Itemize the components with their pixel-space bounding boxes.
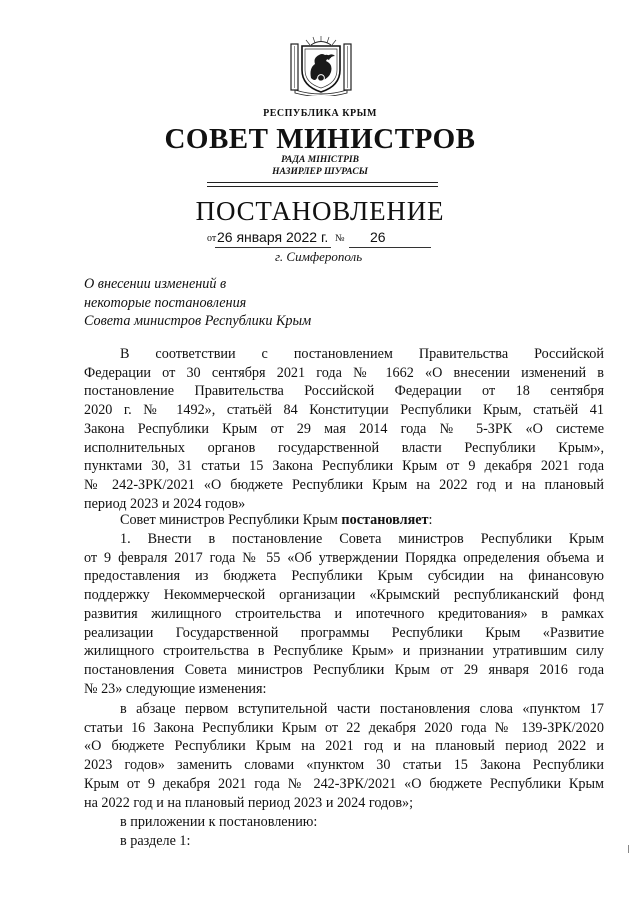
text-line: период 2023 и 2024 годов» [84,495,246,512]
subject-line: некоторые постановления [84,294,247,311]
number-underline [349,247,431,248]
text-line: пунктами 30, 31 статьи 15 Закона Республики Крым от 9 декабря 2021 года [84,458,604,475]
document-subject [84,275,311,331]
date-number-line [207,229,447,249]
text-line: 2023 годов» заменить словами «пунктом 30 статьи 15 Закона Республики [84,757,604,774]
text-line: на 2022 год и на плановый период 2023 и 2024 годов»; [84,794,414,811]
text-line: реализации Государственной программы Республики Крым «Развитие [84,624,604,641]
text-line: развития жилищного строительства и ипотечного кредитования» в рамках [84,605,604,622]
resolution-paragraph [84,511,604,530]
coat-of-arms-icon [289,34,353,96]
amendment-paragraph [84,700,604,812]
subject-line: О внесении изменений в [84,276,227,292]
council-title: СОВЕТ МИНИСТРОВ [164,123,476,155]
text-line: Крым от 9 декабря 2021 года № 242-ЗРК/2021 «О бюджете Республики Крым [84,775,604,792]
text-line: предоставления из бюджета Республики Крым субсидии на финансовую [84,568,604,585]
text-line: статьи 16 Закона Республики Крым от 22 декабря 2020 года № 139-ЗРК/2020 [84,719,604,736]
text-line: «О бюджете Республики Крым на 2021 год и на плановый период 2022 и [84,738,604,755]
text-line: 1. Внести в постановление Совета министров Республики Крым [120,531,604,547]
header-divider [207,182,438,183]
text-line: № 23» следующие изменения: [84,680,267,697]
resolution-keyword: постановляет [341,512,429,528]
text-line: поддержку Некоммерческой организации «Крымский республиканский фонд [84,587,604,604]
margin-mark [628,845,632,853]
text-line: постановление Правительства Российской Федерации от 18 сентября [84,383,604,400]
text-line: исполнительных органов государственной власти Республики Крым», [84,439,604,456]
number-prefix: № [335,233,345,244]
text-line: от 9 февраля 2017 года № 55 «Об утверждении Порядка определения объема и [84,549,604,566]
text-line: в разделе 1: [120,832,191,849]
republic-name: РЕСПУБЛИКА КРЫМ [263,108,377,119]
document-date: 26 января 2022 г. [217,229,329,245]
header-divider-thin [207,186,438,187]
text-line: Федерации от 30 сентября 2021 года № 1662 «О внесении изменений в [84,364,604,381]
text-line: в приложении к постановлению: [120,814,318,830]
city: г. Симферополь [275,249,363,264]
council-title-ukrainian: РАДА МІНІСТРІВ [281,155,359,165]
document-type: ПОСТАНОВЛЕНИЕ [195,196,445,226]
document-number: 26 [370,229,386,245]
resolution-text: Совет министров Республики Крым [120,512,342,528]
resolution-colon: : [428,512,433,528]
date-underline [215,247,331,248]
text-line: № 242-ЗРК/2021 «О бюджете Республики Крым на 2022 год и на плановый [84,476,604,493]
text-line: Закона Республики Крым от 29 мая 2014 года № 5-ЗРК «О системе [84,420,604,437]
item-1-paragraph [84,530,604,698]
subject-line: Совета министров Республики Крым [84,313,312,329]
text-line: в абзаце первом вступительной части постановления слова «пунктом 17 [120,701,604,717]
text-line: постановления Совета министров Республики Крым от 29 января 2016 года [84,661,604,678]
text-line: жилищного строительства в Республике Крым» и признании утратившим силу [84,643,604,660]
council-title-crimean-tatar: НАЗИРЛЕР ШУРАСЫ [272,167,368,177]
text-line: В соответствии с постановлением Правительства Российской [120,346,604,362]
text-line: 2020 г. № 1492», статьёй 84 Конституции Республики Крым, статьёй 41 [84,402,604,419]
appendix-paragraph [84,813,604,850]
preamble-paragraph [84,345,604,513]
date-prefix: от [207,233,217,244]
